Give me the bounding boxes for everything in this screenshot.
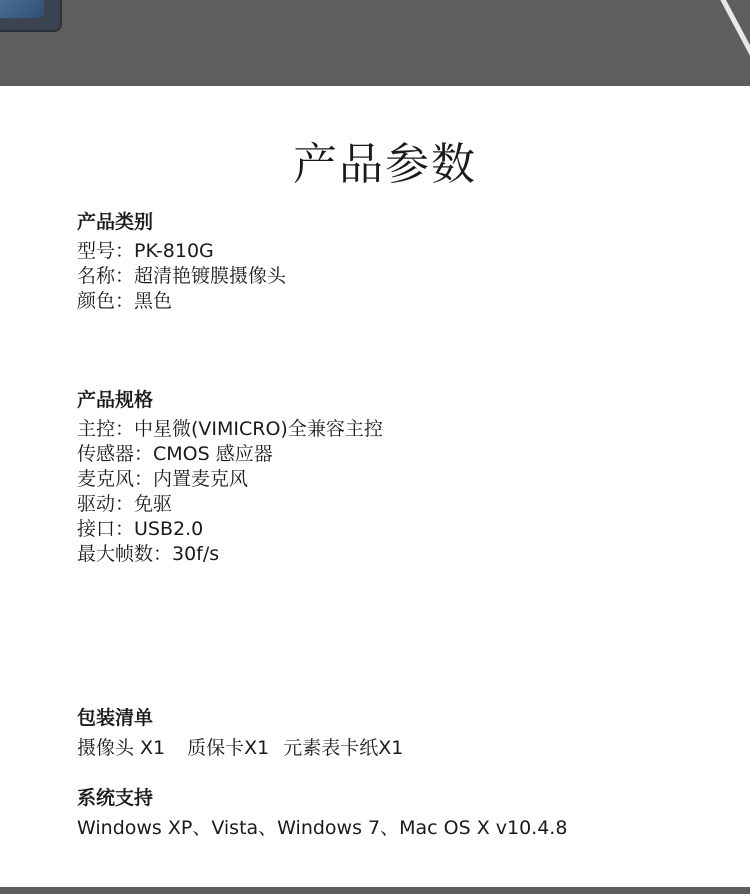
- system-support-text: Windows XP、Vista、Windows 7、Mac OS X v10.4.8: [77, 817, 568, 839]
- device-screen: [0, 0, 44, 18]
- section-heading-system: 系统支持: [77, 787, 154, 809]
- section-system: [77, 785, 567, 841]
- controller-line: 主控：中星微(VIMICRO)全兼容主控: [77, 418, 383, 440]
- microphone-line: 麦克风：内置麦克风: [77, 468, 249, 490]
- tablet-edge-image: [715, 0, 750, 86]
- name-line: 名称：超清艳镀膜摄像头: [77, 265, 287, 287]
- section-category: [77, 209, 286, 314]
- driver-line: 驱动：免驱: [77, 493, 173, 515]
- top-banner: [0, 0, 750, 86]
- section-heading-category: 产品类别: [77, 211, 154, 233]
- framerate-line: 最大帧数：30f/s: [77, 543, 220, 565]
- section-specs: [77, 387, 383, 567]
- bottom-bar: [0, 887, 750, 894]
- package-list: [77, 735, 425, 761]
- section-package: [77, 705, 425, 761]
- interface-line: 接口：USB2.0: [77, 518, 204, 540]
- package-item-camera: 摄像头 X1: [77, 737, 166, 759]
- page-title: 产品参数: [293, 139, 477, 190]
- sensor-line: 传感器：CMOS 感应器: [77, 443, 273, 465]
- color-line: 颜色：黑色: [77, 290, 173, 312]
- package-item-warranty: 质保卡X1: [187, 737, 270, 759]
- model-line: 型号：PK-810G: [77, 240, 214, 262]
- section-heading-specs: 产品规格: [77, 389, 154, 411]
- section-heading-package: 包装清单: [77, 707, 154, 729]
- package-item-card: 元素表卡纸X1: [283, 737, 404, 759]
- webcam-device-image: [0, 0, 62, 32]
